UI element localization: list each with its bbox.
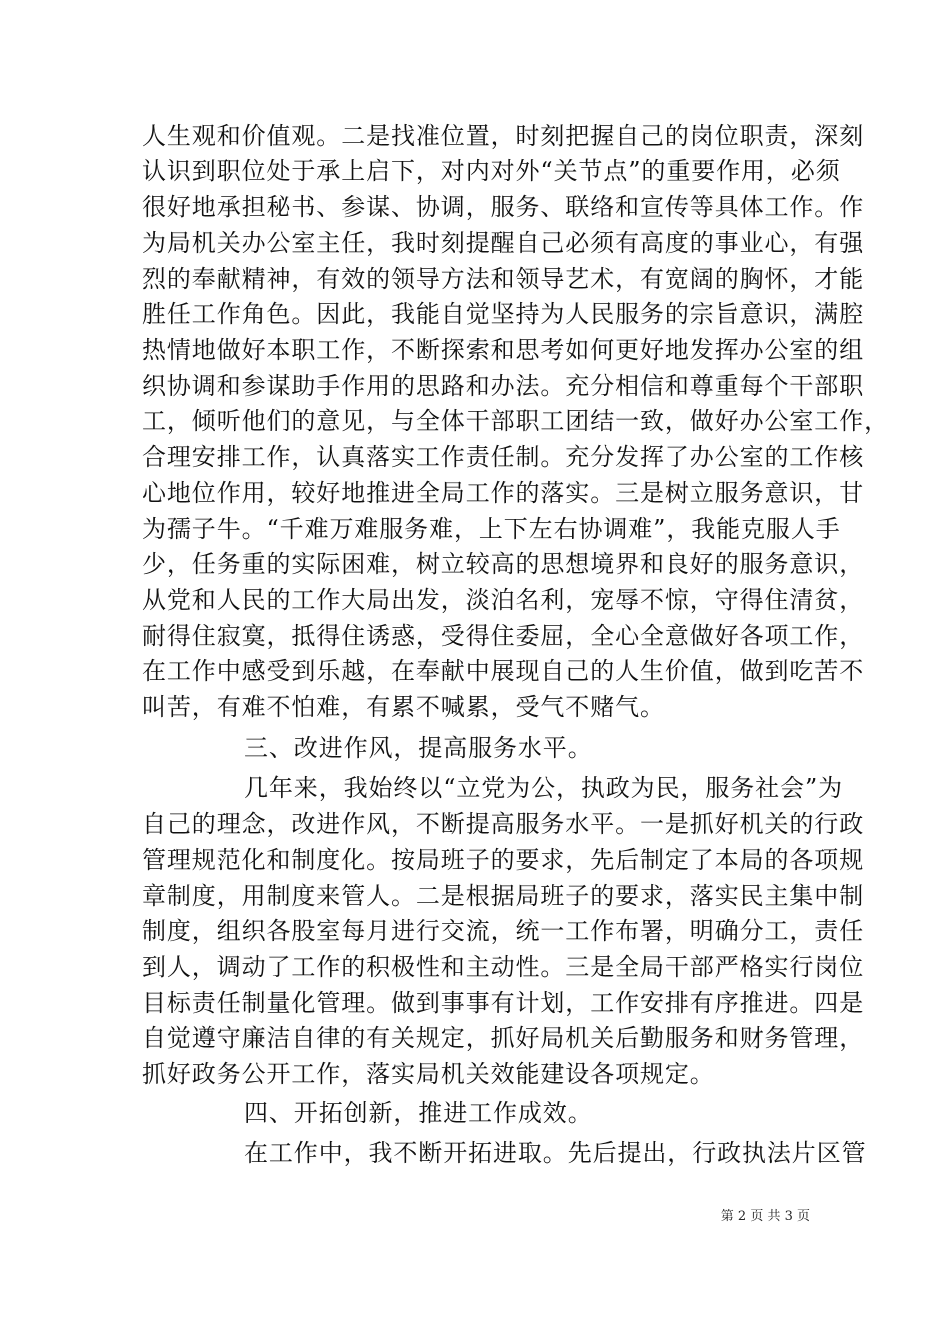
body-line: 烈的奉献精神，有效的领导方法和领导艺术，有宽阔的胸怀，才能	[142, 265, 865, 293]
body-line: 制度，组织各股室每月进行交流，统一工作布署，明确分工，责任	[142, 917, 865, 945]
body-line: 少，任务重的实际困难，树立较高的思想境界和良好的服务意识，	[142, 550, 865, 578]
body-line: 为局机关办公室主任，我时刻提醒自己必须有高度的事业心，有强	[142, 229, 865, 257]
body-line: 工，倾听他们的意见，与全体干部职工团结一致，做好办公室工作，	[142, 407, 889, 435]
body-line: 在工作中，我不断开拓进取。先后提出，行政执法片区管	[244, 1139, 867, 1167]
body-line: 章制度，用制度来管人。二是根据局班子的要求，落实民主集中制	[142, 882, 865, 910]
section-heading-3: 三、改进作风，提高服务水平。	[244, 734, 593, 762]
body-line: 到人，调动了工作的积极性和主动性。三是全局干部严格实行岗位	[142, 953, 865, 981]
body-line: 抓好政务公开工作，落实局机关效能建设各项规定。	[142, 1060, 715, 1088]
section-heading-4: 四、开拓创新，推进工作成效。	[244, 1099, 593, 1127]
body-line: 管理规范化和制度化。按局班子的要求，先后制定了本局的各项规	[142, 846, 865, 874]
body-line: 在工作中感受到乐越，在奉献中展现自己的人生价值，做到吃苦不	[142, 657, 865, 685]
body-line: 为孺子牛。“千难万难服务难，上下左右协调难”，我能克服人手	[142, 515, 841, 543]
body-line: 目标责任制量化管理。做到事事有计划，工作安排有序推进。四是	[142, 989, 865, 1017]
body-line: 热情地做好本职工作，不断探索和思考如何更好地发挥办公室的组	[142, 336, 865, 364]
body-line: 心地位作用，较好地推进全局工作的落实。三是树立服务意识，甘	[142, 479, 865, 507]
page-number: 第 2 页 共 3 页	[720, 1209, 810, 1224]
body-line: 几年来，我始终以“立党为公，执政为民，服务社会”为	[244, 774, 844, 802]
body-line: 耐得住寂寞，抵得住诱惑，受得住委屈，全心全意做好各项工作，	[142, 622, 865, 650]
body-line: 合理安排工作，认真落实工作责任制。充分发挥了办公室的工作核	[142, 443, 865, 471]
body-line: 认识到职位处于承上启下，对内对外“关节点”的重要作用，必须	[142, 157, 841, 185]
body-line: 自觉遵守廉洁自律的有关规定，抓好局机关后勤服务和财务管理，	[142, 1024, 865, 1052]
body-line: 人生观和价值观。二是找准位置，时刻把握自己的岗位职责，深刻	[142, 122, 865, 150]
body-line: 织协调和参谋助手作用的思路和办法。充分相信和尊重每个干部职	[142, 372, 865, 400]
body-line: 胜任工作角色。因此，我能自觉坚持为人民服务的宗旨意识，满腔	[142, 300, 865, 328]
body-line: 从党和人民的工作大局出发，淡泊名利，宠辱不惊，守得住清贫，	[142, 586, 865, 614]
body-line: 自己的理念，改进作风，不断提高服务水平。一是抓好机关的行政	[142, 810, 865, 838]
body-line: 叫苦，有难不怕难，有累不喊累，受气不赌气。	[142, 693, 665, 721]
body-line: 很好地承担秘书、参谋、协调，服务、联络和宣传等具体工作。作	[142, 193, 865, 221]
